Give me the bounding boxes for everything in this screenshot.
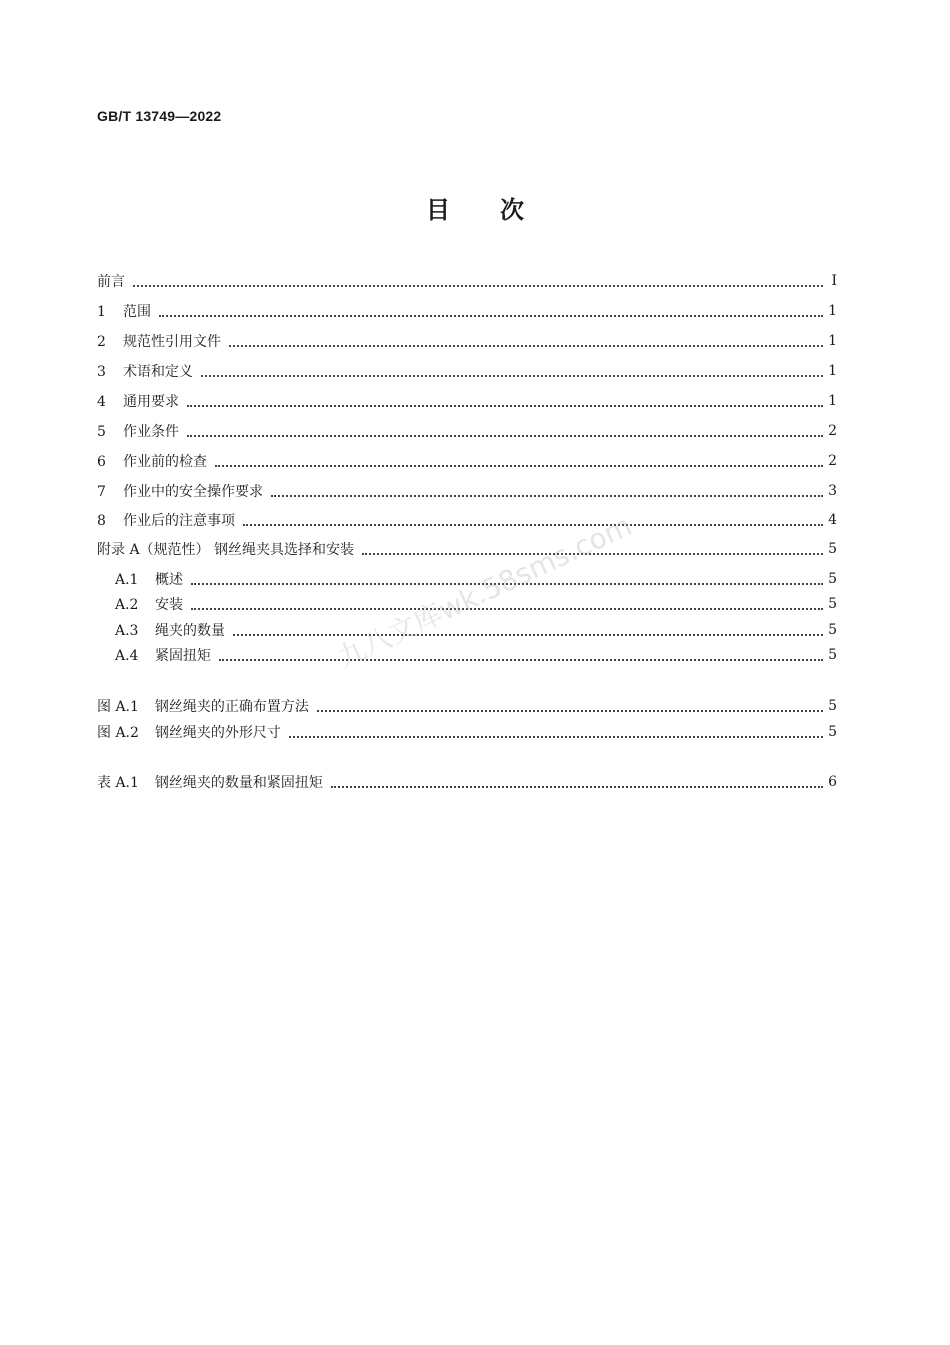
toc-entry-page: 1 [828, 393, 837, 409]
toc-entry-number: 8 [97, 513, 106, 529]
toc-entry-label: 作业后的注意事项 [123, 513, 235, 529]
toc-entry-4[interactable] [97, 390, 837, 412]
toc-entry-page: 1 [828, 363, 837, 379]
toc-entry-number: A.1 [115, 572, 139, 588]
toc-entry-label: 规范性引用文件 [123, 334, 221, 350]
toc-entry-label: 紧固扭矩 [155, 648, 211, 664]
dot-leader [201, 374, 823, 377]
page-title: 目次 [426, 196, 574, 224]
toc-entry-1[interactable] [97, 300, 837, 322]
dot-leader [271, 494, 823, 497]
toc-entry-page: 5 [828, 571, 837, 587]
dot-leader [229, 344, 823, 347]
toc-entry-number: 4 [97, 394, 106, 410]
toc-entry-page: I [831, 273, 837, 289]
toc-entry-page: 3 [828, 483, 837, 499]
toc-entry-label: 绳夹的数量 [155, 623, 225, 639]
toc-entry-label: 前言 [97, 274, 125, 290]
toc-entry-number: 3 [97, 364, 106, 380]
dot-leader [317, 709, 823, 712]
dot-leader [289, 735, 823, 738]
table-page: 6 [828, 774, 837, 790]
standard-code: GB/T 13749—2022 [97, 108, 222, 124]
toc-entry-label: 范围 [123, 304, 151, 320]
toc-entry-a4[interactable] [115, 644, 837, 666]
dot-leader [191, 582, 823, 585]
toc-entry-a2[interactable] [115, 593, 837, 615]
toc-entry-number: 6 [97, 454, 106, 470]
toc-entry-number: 7 [97, 484, 106, 500]
toc-entry-number: A.2 [115, 597, 139, 613]
table-number: 表 A.1 [97, 775, 139, 791]
toc-entry-page: 2 [828, 453, 837, 469]
toc-entry-annex-a[interactable] [97, 538, 837, 560]
dot-leader [243, 523, 823, 526]
dot-leader [219, 658, 823, 661]
toc-entry-3[interactable] [97, 360, 837, 382]
dot-leader [133, 284, 823, 287]
toc-entry-number: 2 [97, 334, 106, 350]
toc-entry-page: 4 [828, 512, 837, 528]
toc-entry-foreword[interactable] [97, 270, 837, 292]
toc-entry-page: 1 [828, 333, 837, 349]
watermark: 九八文库wk.58sms.com [332, 508, 637, 675]
figure-page: 5 [828, 698, 837, 714]
toc-entry-number: 1 [97, 304, 106, 320]
toc-entry-label: 通用要求 [123, 394, 179, 410]
toc-entry-page: 5 [828, 622, 837, 638]
dot-leader [233, 633, 823, 636]
figure-label: 钢丝绳夹的外形尺寸 [154, 725, 281, 741]
toc-entry-page: 2 [828, 423, 837, 439]
figure-label: 钢丝绳夹的正确布置方法 [154, 699, 309, 715]
toc-entry-page: 5 [828, 647, 837, 663]
toc-entry-number: A.4 [115, 648, 139, 664]
dot-leader [159, 314, 823, 317]
toc-entry-6[interactable] [97, 450, 837, 472]
toc-entry-label: 作业前的检查 [123, 454, 207, 470]
dot-leader [187, 404, 823, 407]
toc-entry-number: 5 [97, 424, 106, 440]
dot-leader [362, 552, 823, 555]
figure-number: 图 A.1 [97, 699, 139, 715]
table-label: 钢丝绳夹的数量和紧固扭矩 [154, 775, 323, 791]
toc-entry-a3[interactable] [115, 619, 837, 641]
toc-entry-page: 5 [828, 596, 837, 612]
toc-entry-label: 附录 A（规范性） 钢丝绳夹具选择和安装 [97, 542, 355, 558]
dot-leader [187, 434, 823, 437]
toc-entry-label: 安装 [155, 597, 183, 613]
figure-entry-a1[interactable] [97, 695, 837, 717]
toc-entry-label: 作业中的安全操作要求 [123, 484, 263, 500]
toc-entry-2[interactable] [97, 330, 837, 352]
toc-entry-label: 作业条件 [123, 424, 179, 440]
dot-leader [331, 785, 823, 788]
toc-entry-7[interactable] [97, 480, 837, 502]
table-entry-a1[interactable] [97, 771, 837, 793]
dot-leader [215, 464, 823, 467]
toc-entry-page: 5 [828, 541, 837, 557]
toc-entry-5[interactable] [97, 420, 837, 442]
toc-entry-label: 术语和定义 [123, 364, 193, 380]
figure-number: 图 A.2 [97, 725, 139, 741]
figure-entry-a2[interactable] [97, 721, 837, 743]
figure-page: 5 [828, 724, 837, 740]
dot-leader [191, 607, 823, 610]
toc-entry-8[interactable] [97, 509, 837, 531]
toc-entry-label: 概述 [155, 572, 183, 588]
toc-entry-a1[interactable] [115, 568, 837, 590]
toc-entry-number: A.3 [115, 623, 139, 639]
toc-entry-page: 1 [828, 303, 837, 319]
